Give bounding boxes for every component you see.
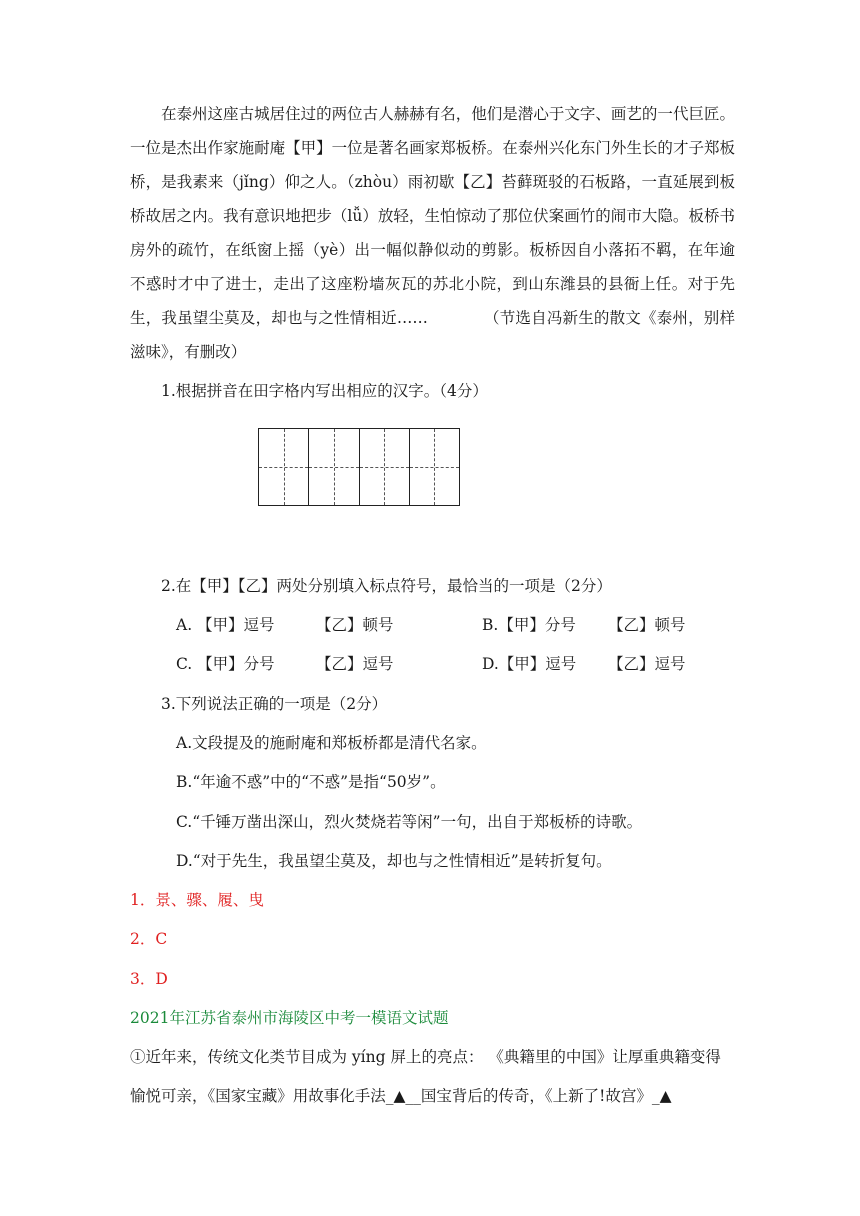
question-3-stem: 3.下列说法正确的一项是（2分） (161, 695, 388, 713)
q2-option-c-yi: 【乙】逗号 (316, 655, 394, 673)
next-passage-line-1: ①近年来，传统文化类节目成为 yíng 屏上的亮点： 《典籍里的中国》让厚重典籍变得 (130, 1048, 721, 1066)
grid-cell[interactable] (410, 429, 459, 505)
q3-option-d: D.“对于先生，我虽望尘莫及，却也与之性情相近”是转折复句。 (176, 852, 612, 870)
q3-option-b: B.“年逾不惑”中的“不惑”是指“50岁”。 (176, 773, 446, 791)
answer-2: 2．C (130, 930, 168, 948)
q2-option-d-yi: 【乙】逗号 (608, 655, 686, 673)
q2-option-d-jia: D.【甲】逗号 (482, 655, 577, 673)
q3-option-c: C.“千锤万凿出深山，烈火焚烧若等闲”一句，出自于郑板桥的诗歌。 (176, 813, 643, 831)
grid-cell[interactable] (259, 429, 309, 505)
grid-cell[interactable] (309, 429, 359, 505)
q2-option-c-jia: C. 【甲】分号 (176, 655, 275, 673)
passage-text (130, 97, 735, 369)
tianzige-grid[interactable] (258, 428, 460, 506)
answer-1: 1．景、骤、履、曳 (130, 891, 264, 909)
q3-option-a: A.文段提及的施耐庵和郑板桥都是清代名家。 (176, 734, 487, 752)
q2-option-a-jia: A. 【甲】逗号 (176, 616, 275, 634)
q2-option-b-jia: B.【甲】分号 (482, 616, 576, 634)
q2-option-b-yi: 【乙】顿号 (608, 616, 686, 634)
passage-body: 在泰州这座古城居住过的两位古人赫赫有名，他们是潜心于文字、画艺的一代巨匠。一位是杰出作家施耐庵【甲】一位是著名画家郑板桥。在泰州兴化东门外生长的才子郑板桥，是我素来（jǐng）仰之人。（zhòu）雨初歇【乙】苔藓斑驳的石板路，一直延展到板桥故居之内。我有意识地把步（lǚ）放轻，生怕惊动了那位伏案画竹的闹市大隐。板桥书房外的疏竹，在纸窗上摇（yè）出一幅似静似动的剪影。板桥因自小落拓不羁，在年逾不惑时才中了进士，走出了这座粉墙灰瓦的苏北小院，到山东潍县的县衙上任。对于先生，我虽望尘莫及，却也与之性情相近…… (130, 105, 735, 327)
q2-option-a-yi: 【乙】顿号 (316, 616, 394, 634)
question-1-stem: 1.根据拼音在田字格内写出相应的汉字。（4分） (161, 382, 488, 400)
next-passage-line-2: 愉悦可亲，《国家宝藏》用故事化手法_▲__国宝背后的传奇，《上新了!故宫》_▲ (130, 1087, 672, 1105)
answer-3: 3．D (130, 970, 168, 988)
grid-cell[interactable] (360, 429, 410, 505)
next-exam-title: 2021年江苏省泰州市海陵区中考一模语文试题 (130, 1009, 449, 1027)
question-2-stem: 2.在【甲】【乙】两处分别填入标点符号，最恰当的一项是（2分） (161, 577, 612, 595)
passage-source: （节选自冯新生的散文《泰州，别样滋味》，有删改） (130, 309, 735, 361)
